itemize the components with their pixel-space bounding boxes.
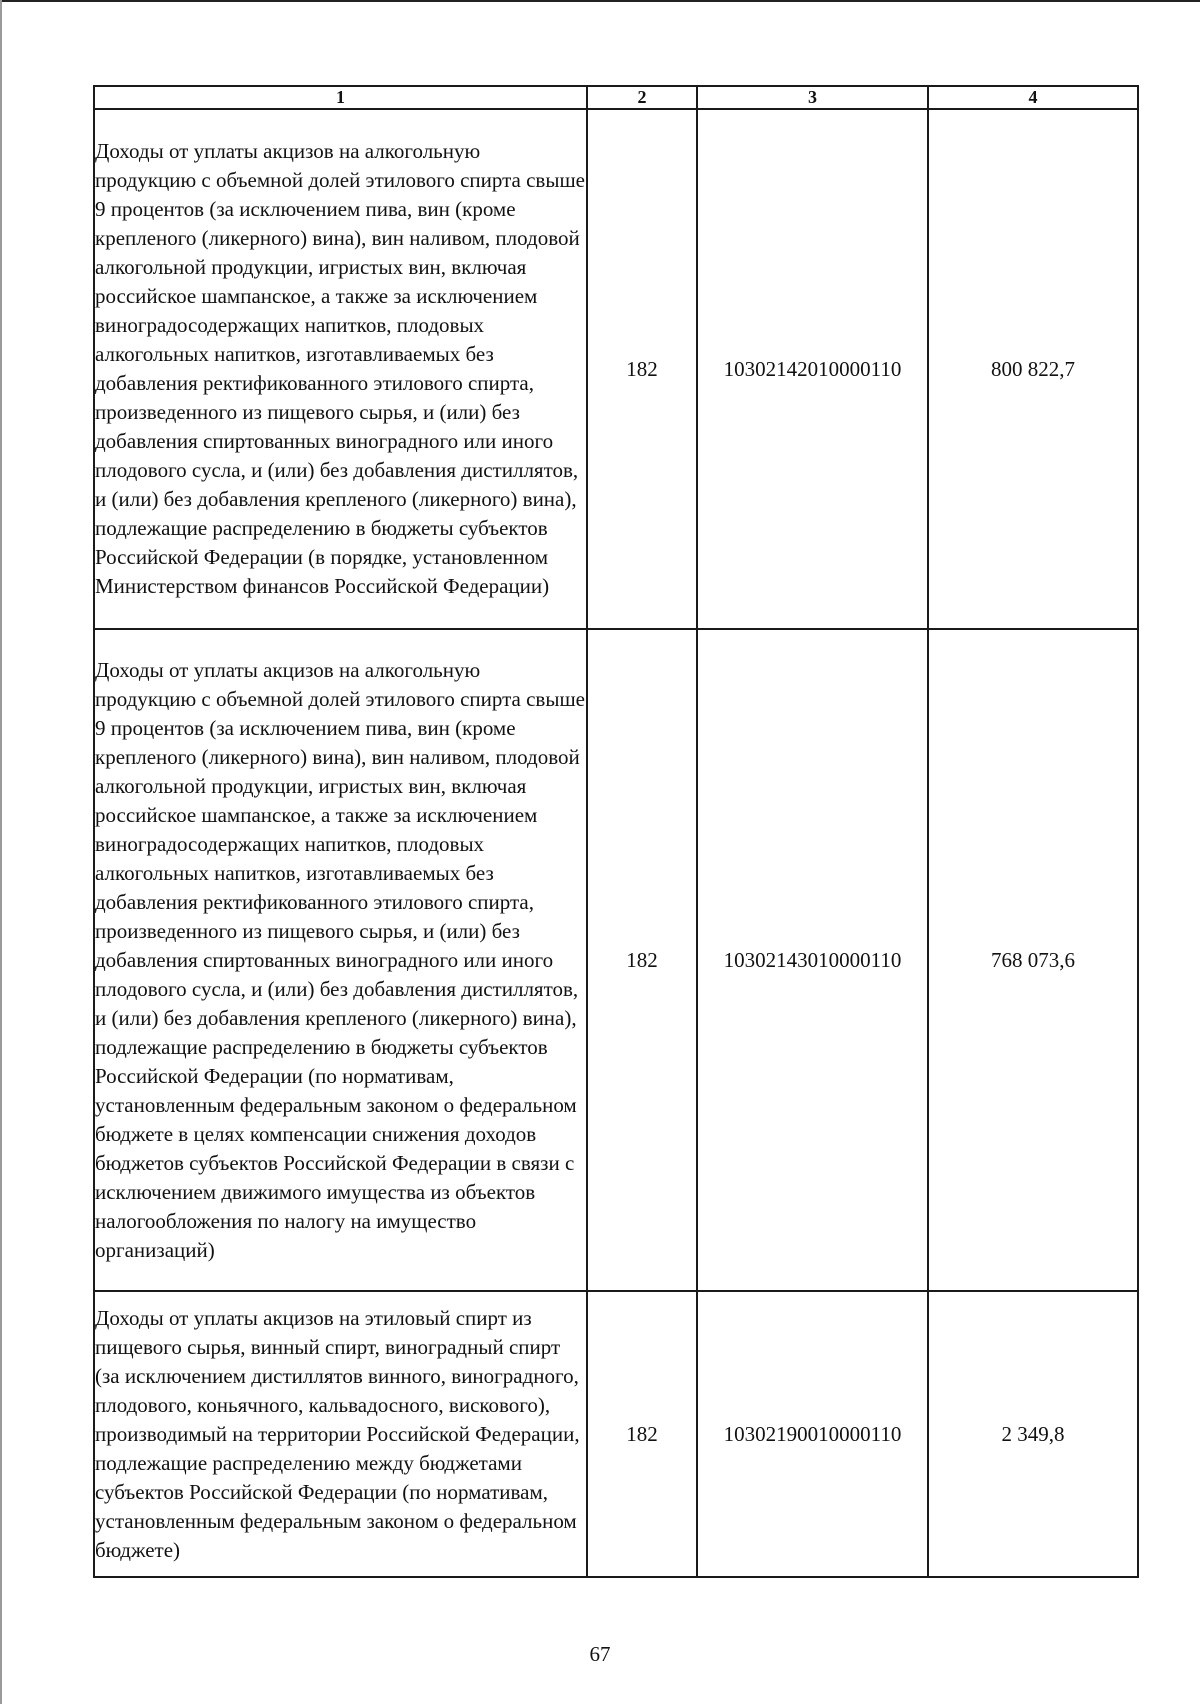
page-number: 67 <box>589 1642 611 1666</box>
row-kbk-code: 10302142010000110 <box>697 109 928 629</box>
column-header-4: 4 <box>928 86 1138 109</box>
page-top-edge <box>0 0 1200 2</box>
row-description: Доходы от уплаты акцизов на алкогольную продукцию с объемной долей этилового спирта свыше 9 процентов (за исключением пива, вин (кроме крепленого (ликерного) вина), вин наливом, плодовой алкогольной продукции, игристых вин, включая российское шампанское, а также за исключением виноградосодержащих напитков, плодовых алкогольных напитков, изготавливаемых без добавления ректификованного этилового спирта, произведенного из пищевого сырья, и (или) без добавления спиртованных виноградного или иного плодового сусла, и (или) без добавления дистиллятов, и (или) без добавления крепленого (ликерного) вина), подлежащие распределению в бюджеты субъектов Российской Федерации (по нормативам, установленным федеральным законом о федеральном бюджете в целях компенсации снижения доходов бюджетов субъектов Российской Федерации в связи с исключением движимого имущества из объектов налогообложения по налогу на имущество организаций) <box>94 629 587 1291</box>
row-description: Доходы от уплаты акцизов на этиловый спирт из пищевого сырья, винный спирт, виноградный спирт (за исключением дистиллятов винного, виноградного, плодового, коньячного, кальвадосного, вискового), производимый на территории Российской Федерации, подлежащие распределению между бюджетами субъектов Российской Федерации (по нормативам, установленным федеральным законом о федеральном бюджете) <box>94 1291 587 1577</box>
row-admin-code: 182 <box>587 109 697 629</box>
column-header-3: 3 <box>697 86 928 109</box>
revenue-table <box>93 85 1139 1578</box>
row-description: Доходы от уплаты акцизов на алкогольную продукцию с объемной долей этилового спирта свыше 9 процентов (за исключением пива, вин (кроме крепленого (ликерного) вина), вин наливом, плодовой алкогольной продукции, игристых вин, включая российское шампанское, а также за исключением виноградосодержащих напитков, плодовых алкогольных напитков, изготавливаемых без добавления ректификованного этилового спирта, произведенного из пищевого сырья, и (или) без добавления спиртованных виноградного или иного плодового сусла, и (или) без добавления дистиллятов, и (или) без добавления крепленого (ликерного) вина), подлежащие распределению в бюджеты субъектов Российской Федерации (в порядке, установленном Министерством финансов Российской Федерации) <box>94 109 587 629</box>
row-amount: 768 073,6 <box>928 629 1138 1291</box>
table-row <box>94 629 1138 1291</box>
column-header-1: 1 <box>94 86 587 109</box>
row-admin-code: 182 <box>587 629 697 1291</box>
row-kbk-code: 10302190010000110 <box>697 1291 928 1577</box>
table-row <box>94 109 1138 629</box>
row-admin-code: 182 <box>587 1291 697 1577</box>
page-left-edge <box>0 0 2 1704</box>
row-amount: 800 822,7 <box>928 109 1138 629</box>
row-kbk-code: 10302143010000110 <box>697 629 928 1291</box>
column-header-2: 2 <box>587 86 697 109</box>
row-amount: 2 349,8 <box>928 1291 1138 1577</box>
table-header-row <box>94 86 1138 109</box>
table-row <box>94 1291 1138 1577</box>
